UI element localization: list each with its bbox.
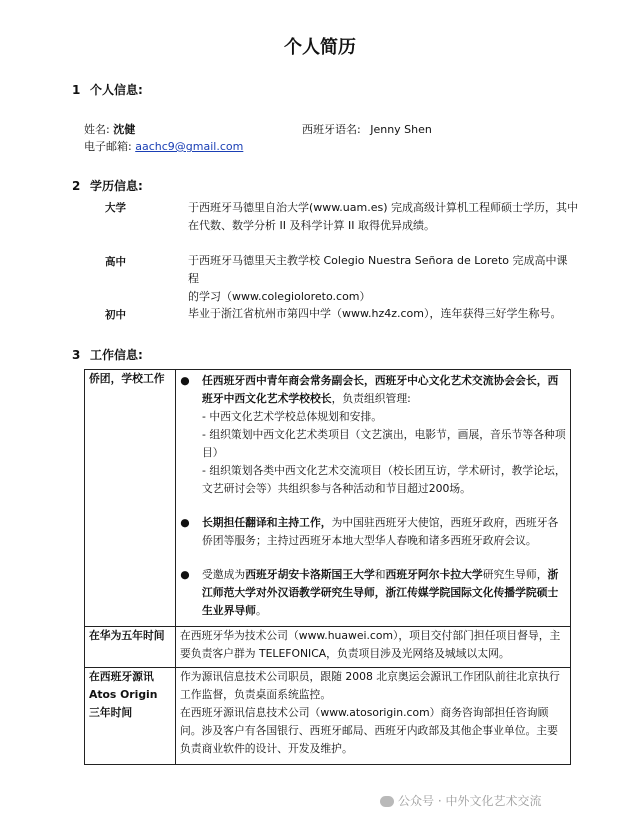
bullet-text: 。: [255, 604, 267, 617]
bullet-list: [180, 372, 566, 620]
edu-line: 于西班牙马德里自治大学(www.uam.es) 完成高级计算机工程师硕士学历，其中: [188, 201, 578, 214]
section-number: 3: [72, 348, 81, 362]
bullet-text: ，负责组织管理:: [331, 392, 411, 405]
edu-label-university: 大学: [105, 202, 126, 214]
spanish-name-label: 西班牙语名:: [302, 123, 361, 136]
edu-label-middleschool: 初中: [105, 309, 126, 321]
table-row: [85, 627, 571, 668]
education-heading: [72, 177, 143, 194]
watermark: [380, 792, 541, 809]
description-cell: 在西班牙华为技术公司（www.huawei.com），项目交付部门担任项目督导，主要负责客户群为 TELEFONICA，负责项目涉及光网络及城域以太网。: [176, 627, 571, 668]
personal-info-heading: [72, 81, 143, 98]
table-row: [85, 668, 571, 765]
edu-line: 的学习（www.colegioloreto.com）: [188, 290, 371, 303]
bullet-text: 为中国驻西班牙大使馆，西班牙政府，西班牙各侨团等服务；主持过西班牙本地大型华人春晚和诸多西班牙政府会议。: [202, 516, 559, 547]
org-cell: 侨团，学校工作: [85, 370, 176, 627]
section-number: 2: [72, 179, 81, 193]
email-row: [84, 138, 243, 154]
list-item: [180, 566, 566, 620]
section-title: 工作信息:: [90, 348, 143, 362]
section-number: 1: [72, 83, 81, 97]
section-title: 学历信息:: [90, 179, 143, 193]
table-row: [85, 370, 571, 627]
edu-label-highschool: 高中: [105, 256, 126, 268]
bullet-text: 研究生导师，: [482, 568, 548, 581]
edu-text-highschool: [188, 252, 578, 306]
bullet-text: 受邀成为: [202, 568, 246, 581]
org-cell: 在华为五年时间: [85, 627, 176, 668]
description-paragraph: 作为源讯信息技术公司职员，跟随 2008 北京奥运会源讯工作团队前往北京执行工作监督，负责桌面系统监控。: [180, 670, 560, 701]
name-label: 姓名:: [84, 123, 110, 136]
description-cell: [176, 668, 571, 765]
edu-text-university: [188, 199, 578, 235]
name-row: [84, 121, 135, 137]
bullet-bold-text: 任西班牙西中青年商会常务副会长，西班牙中心文化艺术交流协会会长，西班牙中西文化艺术学校校长: [202, 374, 559, 405]
page-title: 个人简历: [284, 37, 356, 58]
name-value: 沈健: [113, 123, 136, 136]
work-heading: [72, 346, 143, 363]
list-item: [180, 514, 566, 550]
watermark-text: 公众号 · 中外文化艺术交流: [398, 794, 542, 808]
org-cell: 在西班牙源讯 Atos Origin 三年时间: [85, 668, 176, 765]
work-table: [84, 369, 571, 765]
sub-item: - 组织策划中西文化艺术类项目（文艺演出，电影节，画展，音乐节等各种项目）: [202, 428, 566, 459]
bullet-icon: ●: [180, 374, 190, 387]
edu-text-middleschool: [188, 305, 578, 323]
list-item: [180, 372, 566, 498]
edu-line: 毕业于浙江省杭州市第四中学（www.hz4z.com），连年获得三好学生称号。: [188, 307, 562, 320]
sub-item: - 组织策划各类中西文化艺术交流项目（校长团互访，学术研讨，教学论坛，文艺研讨会等）共组织参与各种活动和节目超过200场。: [202, 464, 566, 495]
spanish-name-value: Jenny Shen: [370, 123, 432, 136]
sub-list: [202, 408, 566, 498]
spanish-name-row: [302, 121, 432, 137]
bullet-bold-text: 西班牙胡安卡洛斯国王大学: [245, 568, 375, 581]
bullet-bold-text: 长期担任翻译和主持工作，: [202, 516, 332, 529]
description-cell: [176, 370, 571, 627]
bullet-bold-text: 浙江师范大学对外汉语教学研究生导师，浙江传媒学院国际文化传播学院硕士生业界导师: [202, 568, 559, 617]
bullet-icon: ●: [180, 516, 190, 529]
sub-item: - 中西文化艺术学校总体规划和安排。: [202, 410, 383, 423]
edu-line: 于西班牙马德里天主教学校 Colegio Nuestra Señora de Loreto 完成高中课程: [188, 254, 568, 285]
bullet-icon: ●: [180, 568, 190, 581]
wechat-icon: [380, 796, 394, 807]
edu-line: 在代数、数学分析 II 及科学计算 II 取得优异成绩。: [188, 219, 435, 232]
bullet-bold-text: 西班牙阿尔卡拉大学: [385, 568, 483, 581]
description-paragraph: 在西班牙源讯信息技术公司（www.atosorigin.com）商务咨询部担任咨询顾问。涉及客户有各国银行、西班牙邮局、西班牙内政部及其他企事业单位。主要负责商业软件的设计、开发及维护。: [180, 706, 558, 755]
email-label: 电子邮箱:: [84, 140, 132, 153]
email-link[interactable]: aachc9@gmail.com: [135, 140, 244, 153]
bullet-text: 和: [374, 568, 386, 581]
section-title: 个人信息:: [90, 83, 143, 97]
